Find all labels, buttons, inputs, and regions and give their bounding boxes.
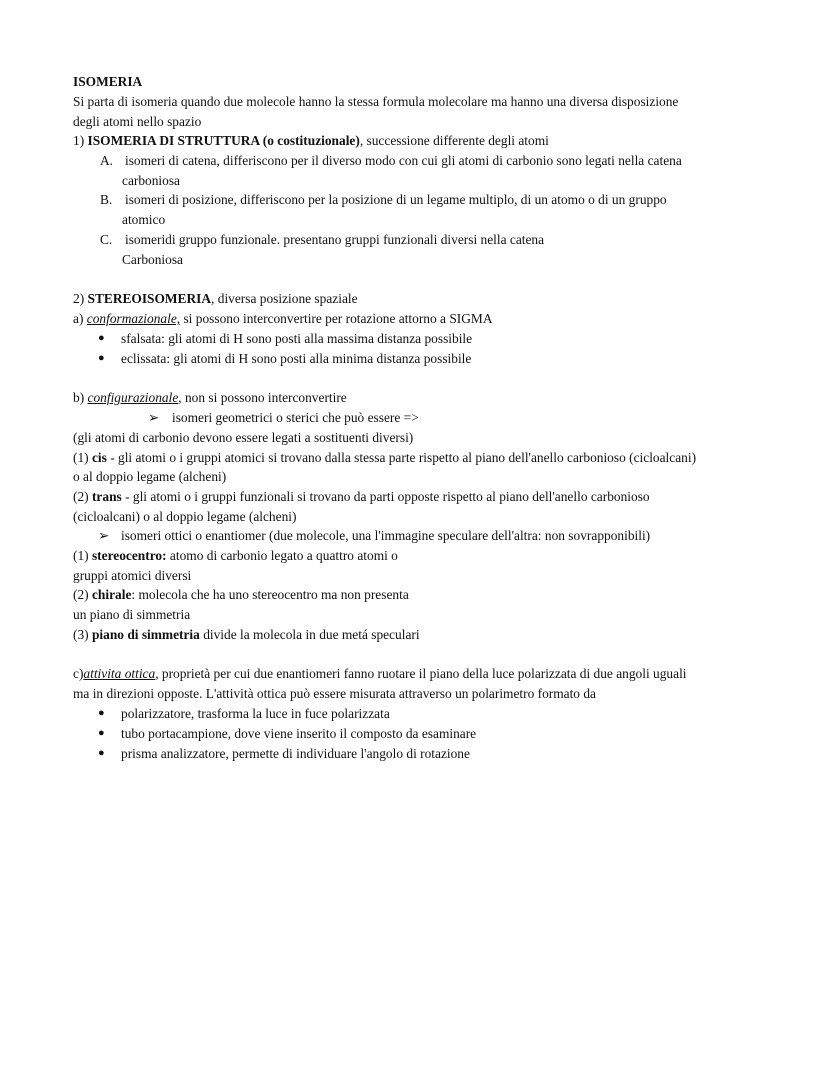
document-title: ISOMERIA xyxy=(73,74,143,89)
subsection-c-description: , proprietà per cui due enantiomeri fanno ruotare il piano della luce polarizzata di due angoli uguali xyxy=(155,666,687,681)
symmetry-plane-description: divide la molecola in due metá speculari xyxy=(199,627,420,642)
arrow-bullet-icon: ➢ xyxy=(148,410,160,425)
bullet-icon: ● xyxy=(98,707,105,719)
subsection-b-description: , non si possono interconvertire xyxy=(178,390,347,405)
section2-number: 2) xyxy=(73,291,88,306)
item-b-line-2: atomico xyxy=(122,212,166,227)
stereocenter-term: stereocentro: xyxy=(91,548,167,563)
bullet-item-prisma: prisma analizzatore, permette di individuare l'angolo di rotazione xyxy=(121,746,470,761)
subsection-c-prefix: c) xyxy=(73,666,84,681)
intro-line-1: Si parta di isomeria quando due molecole hanno la stessa formula molecolare ma hanno una diversa disposizione xyxy=(73,94,679,109)
arrow-bullet-icon: ➢ xyxy=(98,528,110,543)
bullet-item-sfalsata: sfalsata: gli atomi di H sono posti alla massima distanza possibile xyxy=(121,331,473,346)
symmetry-plane-line xyxy=(73,625,420,645)
subsection-b-prefix: b) xyxy=(73,390,88,405)
geometric-isomers-line: isomeri geometrici o sterici che può essere => xyxy=(172,410,419,425)
cis-line-2: o al doppio legame (alcheni) xyxy=(73,469,227,484)
bullet-item-polarizzatore: polarizzatore, trasforma la luce in fuce polarizzata xyxy=(121,706,390,721)
stereocenter-line-1 xyxy=(73,546,398,566)
trans-line-2: (cicloalcani) o al doppio legame (alcheni) xyxy=(73,509,297,524)
chiral-line-1 xyxy=(73,585,409,605)
section1-title: ISOMERIA DI STRUTTURA (o costituzionale) xyxy=(87,133,360,148)
optical-isomers-line: isomeri ottici o enantiomer (due molecole, una l'immagine speculare dell'altra: non sovrapponibili) xyxy=(121,528,651,543)
stereocenter-line-2: gruppi atomici diversi xyxy=(73,568,192,583)
item-b-line-1: isomeri di posizione, differiscono per la posizione di un legame multiplo, di un atomo o di un gruppo xyxy=(125,192,667,207)
chiral-number: (2) xyxy=(73,587,92,602)
trans-term: trans xyxy=(91,489,122,504)
substituents-note: (gli atomi di carbonio devono essere legati a sostituenti diversi) xyxy=(73,430,414,445)
cis-term: cis xyxy=(91,450,107,465)
bullet-item-tubo: tubo portacampione, dove viene inserito il composto da esaminare xyxy=(121,726,477,741)
trans-line-1 xyxy=(73,487,650,507)
subsection-a-prefix: a) xyxy=(73,311,87,326)
section1-heading xyxy=(73,131,549,151)
list-marker-a: A. xyxy=(100,153,114,168)
cis-description: - gli atomi o i gruppi atomici si trovano dalla stessa parte rispetto al piano dell'anello carbonioso (cicloalcani) xyxy=(106,450,697,465)
list-marker-c: C. xyxy=(100,232,113,247)
item-c-line-1: isomeridi gruppo funzionale. presentano gruppi funzionali diversi nella catena xyxy=(125,232,545,247)
item-a-line-2: carboniosa xyxy=(122,173,181,188)
symmetry-plane-number: (3) xyxy=(73,627,92,642)
subsection-c-line-2: ma in direzioni opposte. L'attività ottica può essere misurata attraverso un polarimetro formato da xyxy=(73,686,596,701)
bullet-icon: ● xyxy=(98,747,105,759)
section1-number: 1) xyxy=(73,133,88,148)
item-a-line-1: isomeri di catena, differiscono per il diverso modo con cui gli atomi di carbonio sono legati nella catena xyxy=(125,153,682,168)
bullet-icon: ● xyxy=(98,727,105,739)
stereocenter-number: (1) xyxy=(73,548,92,563)
list-marker-b: B. xyxy=(100,192,113,207)
subsection-a-description: si possono interconvertire per rotazione attorno a SIGMA xyxy=(180,311,493,326)
subsection-a-heading xyxy=(73,309,493,329)
subsection-b-term: configurazionale xyxy=(87,390,179,405)
subsection-c-term: attivita ottica xyxy=(83,666,156,681)
cis-line-1 xyxy=(73,448,696,468)
bullet-icon: ● xyxy=(98,332,105,344)
trans-description: - gli atomi o i gruppi funzionali si trovano da parti opposte rispetto al piano dell'anello carbonioso xyxy=(121,489,650,504)
stereocenter-description: atomo di carbonio legato a quattro atomi o xyxy=(166,548,398,563)
section2-heading xyxy=(73,289,358,309)
chiral-description: : molecola che ha uno stereocentro ma non presenta xyxy=(131,587,409,602)
section1-description: , successione differente degli atomi xyxy=(359,133,549,148)
chiral-line-2: un piano di simmetria xyxy=(73,607,191,622)
bullet-item-eclissata: eclissata: gli atomi di H sono posti alla minima distanza possibile xyxy=(121,351,472,366)
subsection-c-line-1 xyxy=(73,664,687,684)
section2-title: STEREOISOMERIA xyxy=(87,291,212,306)
cis-number: (1) xyxy=(73,450,92,465)
trans-number: (2) xyxy=(73,489,92,504)
subsection-a-term: conformazionale, xyxy=(86,311,181,326)
section2-description: , diversa posizione spaziale xyxy=(211,291,358,306)
subsection-b-heading xyxy=(73,388,347,408)
bullet-icon: ● xyxy=(98,352,105,364)
item-c-line-2: Carboniosa xyxy=(122,252,183,267)
symmetry-plane-term: piano di simmetria xyxy=(91,627,200,642)
intro-line-2: degli atomi nello spazio xyxy=(73,114,202,129)
chiral-term: chirale xyxy=(91,587,132,602)
